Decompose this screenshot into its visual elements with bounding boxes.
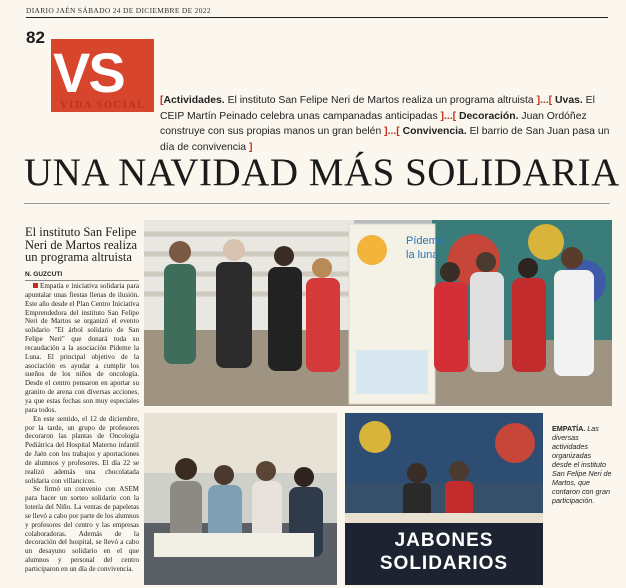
article-paragraph: En este sentido, el 12 de diciembre, por la tarde, un grupo de profesores decoraron las plantas de Oncología Pediátrica del Hospital Materno infantil de Jaén con los trabajos y aportaciones de alumnos y profesores. El día 22 se realizó además una chocolatada solidaria con villancicos. — [25, 414, 139, 485]
article-body — [25, 282, 139, 574]
teaser-text: El CEIP Martín Peinado celebra unas campanadas anticipadas — [160, 95, 595, 122]
lead-marker-icon — [33, 283, 38, 288]
section-name: VIDA SOCIAL — [60, 100, 146, 111]
header-rule — [26, 17, 608, 18]
teaser: [Actividades. El instituto San Felipe Neri de Martos realiza un programa altruista ]...[ Uvas. El CEIP Martín Peinado celebra unas campanadas anticipadas ]...[ Decoración. Juan Ordóñez construye con sus propias manos un gran belén ]...[ Convivencia. El barrio de San Juan pasa un día de convivencia ] — [160, 95, 610, 153]
dateline: DIARIO JAÉN SÁBADO 24 DE DICIEMBRE DE 2022 — [26, 6, 211, 15]
page-number: 82 — [26, 28, 45, 47]
teaser-label: Decoración. — [459, 110, 519, 122]
article-paragraph: Se firmó un convenio con ASEM para hacer un sorteo solidario con la lotería del Niño. La ventas de papeletas se llevó a cabo por parte de los alumnos y profesores del centro y las empresas colaboradoras. Además de la decoración del hospital, se llevó a cabo un desayuno solidario en el que alumnos y personal del centro participaron en un día de convivencia. — [25, 485, 139, 573]
teaser-label: Convivencia. — [402, 126, 467, 137]
teaser-text: Juan Ordóñez construye con sus propias manos un gran belén — [160, 110, 587, 137]
section-logo: VS — [53, 41, 124, 104]
caption-label: EMPATÍA. — [552, 424, 586, 433]
article-paragraph: Empatía e iniciativa solidaria para apuntalar unas fiestas llenas de ilusión. Este año desde el Plan Centro Iniciativa Emprendedora del instituto San Felipe Neri de Martos se organizó el evento solidario "El árbol solidario de San Felipe Neri" que donará toda su recaudación a la asociación Pídeme la Luna. El principal objetivo de la asociación es ayudar a cumplir los sueños de los niños de oncología. Desde el centro pensaron en aportar su granito de arena con diversas acciones, ya que estas fechas son muy especiales para todos. — [25, 282, 139, 414]
caption-text: Las diversas actividades organizadas desde el instituto San Felipe Neri de Martos, que contaron con gran participación. — [552, 424, 612, 505]
teaser-text: El instituto San Felipe Neri de Martos realiza un programa altruista — [227, 95, 534, 106]
author-rule — [25, 280, 139, 281]
page-title: UNA NAVIDAD MÁS SOLIDARIA — [24, 151, 620, 194]
banner-line-2: la luna — [406, 249, 439, 261]
banner-line-1: Pídeme — [406, 235, 444, 247]
teaser-text: El barrio de San Juan pasa un día de convivencia — [160, 126, 610, 153]
soaps-photo — [345, 413, 543, 585]
article-author: N. GUZCUTI — [25, 271, 63, 278]
article-subheadline: El instituto San Felipe Neri de Martos realiza un programa altruista — [25, 225, 138, 264]
breakfast-photo — [144, 413, 337, 585]
main-photo — [144, 220, 612, 406]
soap-banner-line-2: SOLIDARIOS — [379, 553, 509, 574]
photo-caption — [552, 424, 612, 505]
title-rule — [24, 203, 610, 204]
soap-banner-line-1: JABONES — [394, 530, 494, 551]
teaser-label: Actividades. — [163, 95, 225, 106]
teaser-label: Uvas. — [555, 95, 583, 106]
